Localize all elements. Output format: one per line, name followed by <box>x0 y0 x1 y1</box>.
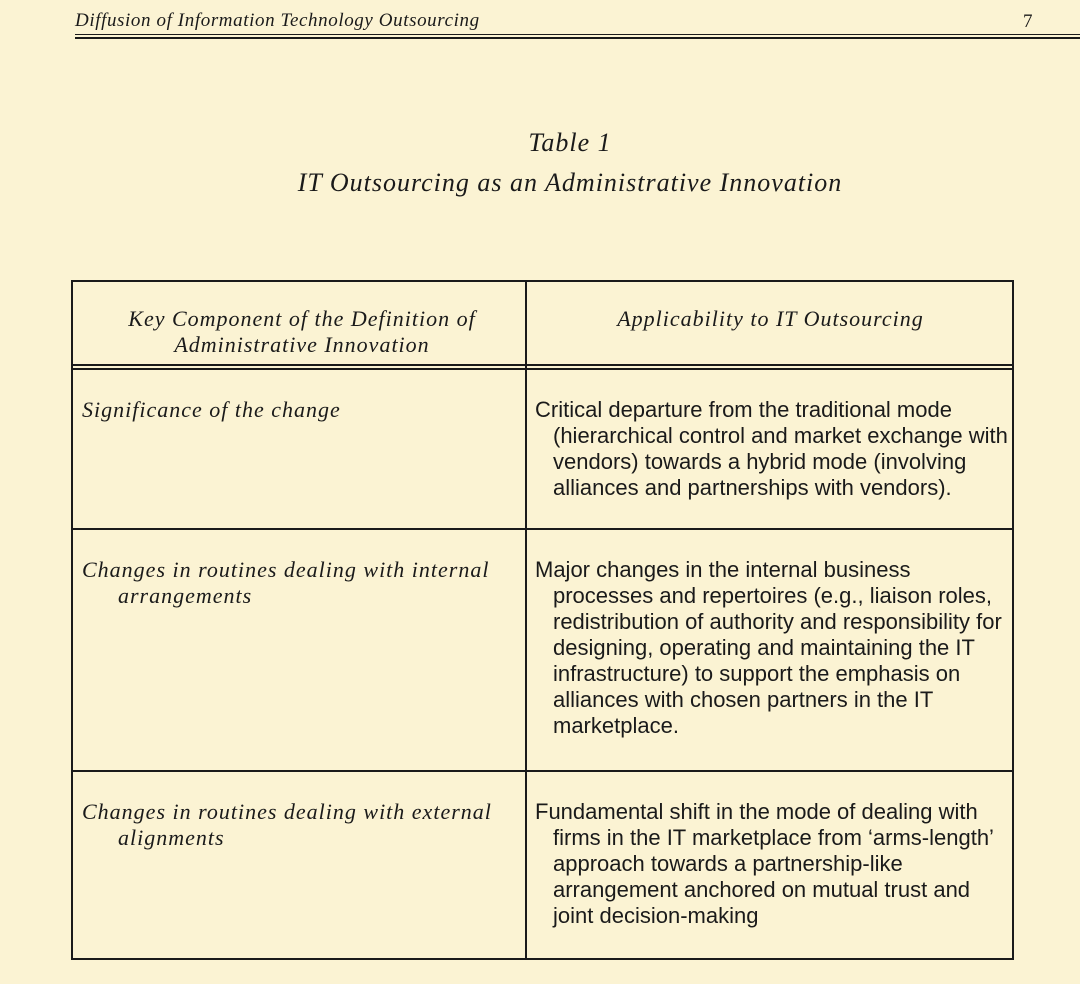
header-rule <box>75 34 1080 35</box>
row-applicability-external: Fundamental shift in the mode of dealing with firms in the IT marketplace from ‘arms-length’ approach towards a partnership-like arrangement anchored on mutual trust and joint decision-making <box>535 799 994 928</box>
row-component-internal: Changes in routines dealing with internal arrangements <box>82 557 490 608</box>
row-applicability-significance: Critical departure from the traditional mode (hierarchical control and market exchange with vendors) towards a hybrid mode (involving alliances and partnerships with vendors). <box>535 397 1008 500</box>
header-divider-double <box>73 368 1012 370</box>
row-divider <box>73 770 1012 772</box>
outsourcing-table <box>71 280 1014 960</box>
table-label: Table 1 <box>528 128 612 157</box>
row-component-external: Changes in routines dealing with external alignments <box>82 799 492 850</box>
column-header-component: Key Component of the Definition of Administrative Innovation <box>128 306 476 357</box>
header-rule-double <box>75 37 1080 39</box>
row-component-significance: Significance of the change <box>82 397 341 422</box>
running-title: Diffusion of Information Technology Outsourcing <box>75 10 480 31</box>
column-header-applicability: Applicability to IT Outsourcing <box>617 306 924 331</box>
page-header <box>75 8 1080 40</box>
page-number: 7 <box>1023 11 1033 32</box>
column-divider <box>525 282 527 958</box>
header-divider <box>73 364 1012 366</box>
row-applicability-internal: Major changes in the internal business processes and repertoires (e.g., liaison roles, redistribution of authority and responsibility for designing, operating and maintaining the IT infrastructure) to support the emphasis on alliances with chosen partners in the IT marketplace. <box>535 557 1002 738</box>
table-title: IT Outsourcing as an Administrative Innovation <box>297 168 843 197</box>
row-divider <box>73 528 1012 530</box>
